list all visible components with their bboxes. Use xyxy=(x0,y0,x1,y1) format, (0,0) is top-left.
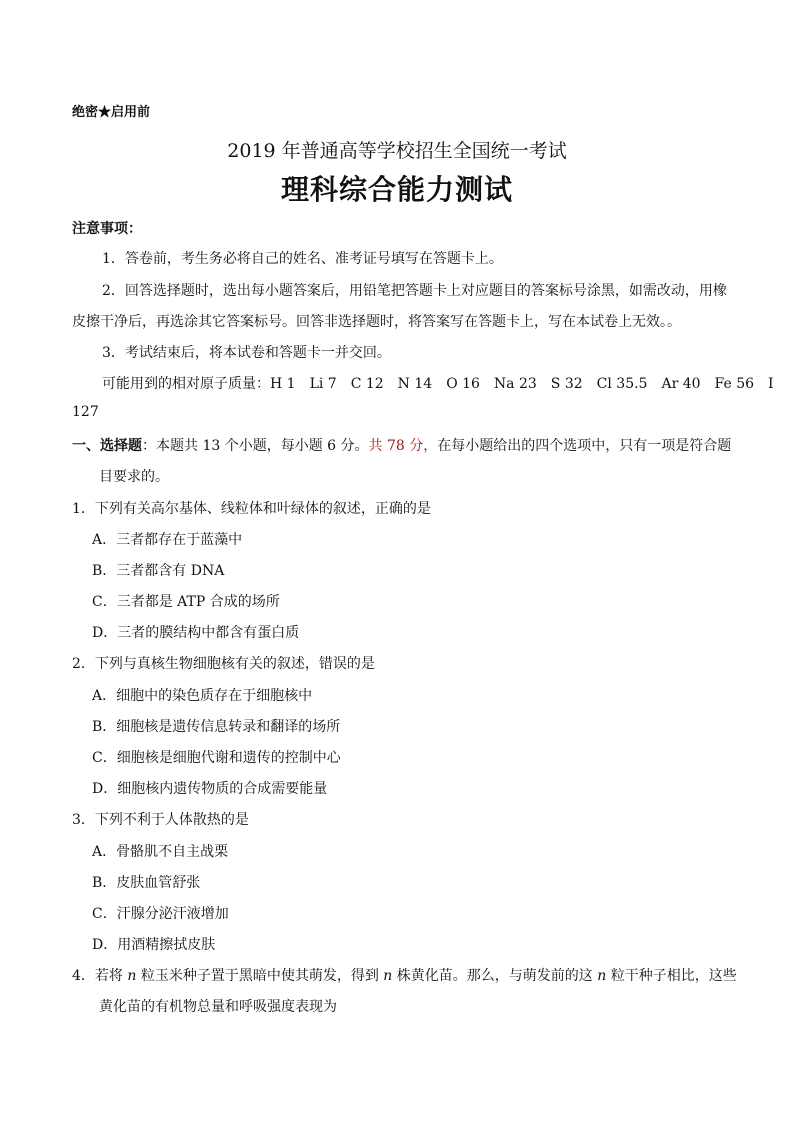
section-label: 一、选择题 xyxy=(72,438,142,454)
question-1-option-a: A．三者都存在于蓝藻中 xyxy=(92,532,243,548)
note-2-line-1: 2．回答选择题时，选出每小题答案后，用铅笔把答题卡上对应题目的答案标号涂黑，如需改动，用橡 xyxy=(102,283,727,299)
section-heading xyxy=(72,435,731,455)
question-1-option-c: C．三者都是 ATP 合成的场所 xyxy=(92,594,280,610)
question-2-stem: 2．下列与真核生物细胞核有关的叙述，错误的是 xyxy=(72,656,375,672)
question-2-option-c: C．细胞核是细胞代谢和遗传的控制中心 xyxy=(92,750,341,766)
section-heading-line-2: 目要求的。 xyxy=(99,469,169,485)
question-1-option-b: B．三者都含有 DNA xyxy=(92,563,225,579)
section-desc-total: 共 78 分， xyxy=(368,438,438,454)
question-1-stem: 1．下列有关高尔基体、线粒体和叶绿体的叙述，正确的是 xyxy=(72,501,431,517)
atomic-masses-line-1: 可能用到的相对原子质量：H 1 Li 7 C 12 N 14 O 16 Na 23 S 32 Cl 35.5 Ar 40 Fe 56 I xyxy=(102,376,774,392)
question-3-option-b: B．皮肤血管舒张 xyxy=(92,875,201,891)
question-4-stem-line-2: 黄化苗的有机物总量和呼吸强度表现为 xyxy=(99,999,337,1015)
q4-text-2: 粒玉米种子置于黑暗中使其萌发，得到 xyxy=(136,968,384,984)
question-2-option-a: A．细胞中的染色质存在于细胞核中 xyxy=(92,688,313,704)
q4-text-1: 4．若将 xyxy=(72,968,128,984)
note-1: 1．答卷前，考生务必将自己的姓名、准考证号填写在答题卡上。 xyxy=(102,251,503,267)
question-2-option-d: D．细胞核内遗传物质的合成需要能量 xyxy=(92,781,328,797)
q4-var-n-2: n xyxy=(383,968,393,984)
exam-title: 理科综合能力测试 xyxy=(280,173,513,206)
secret-label: 绝密★启用前 xyxy=(72,105,151,120)
exam-subtitle: 2019 年普通高等学校招生全国统一考试 xyxy=(227,140,567,162)
q4-var-n-3: n xyxy=(597,968,607,984)
note-2-line-2: 皮擦干净后，再选涂其它答案标号。回答非选择题时，将答案写在答题卡上，写在本试卷上无效。。 xyxy=(72,314,681,330)
q4-var-n-1: n xyxy=(127,968,137,984)
question-3-option-d: D．用酒精擦拭皮肤 xyxy=(92,937,216,953)
section-desc-1: ：本题共 13 个小题，每小题 6 分。 xyxy=(142,438,369,454)
atomic-masses-line-2: 127 xyxy=(72,404,99,420)
question-3-stem: 3．下列不利于人体散热的是 xyxy=(72,812,249,828)
q4-text-3: 株黄化苗。那么，与萌发前的这 xyxy=(392,968,598,984)
question-4-stem xyxy=(72,965,737,985)
section-desc-2: 在每小题给出的四个选项中，只有一项是符合题 xyxy=(437,438,732,454)
question-3-option-a: A．骨骼肌不自主战栗 xyxy=(92,844,229,860)
question-2-option-b: B．细胞核是遗传信息转录和翻译的场所 xyxy=(92,719,341,735)
question-1-option-d: D．三者的膜结构中都含有蛋白质 xyxy=(92,625,300,641)
question-3-option-c: C．汗腺分泌汗液增加 xyxy=(92,906,229,922)
notes-heading: 注意事项： xyxy=(72,221,142,237)
note-3: 3．考试结束后，将本试卷和答题卡一并交回。 xyxy=(102,345,391,361)
q4-text-4: 粒干种子相比，这些 xyxy=(606,968,737,984)
